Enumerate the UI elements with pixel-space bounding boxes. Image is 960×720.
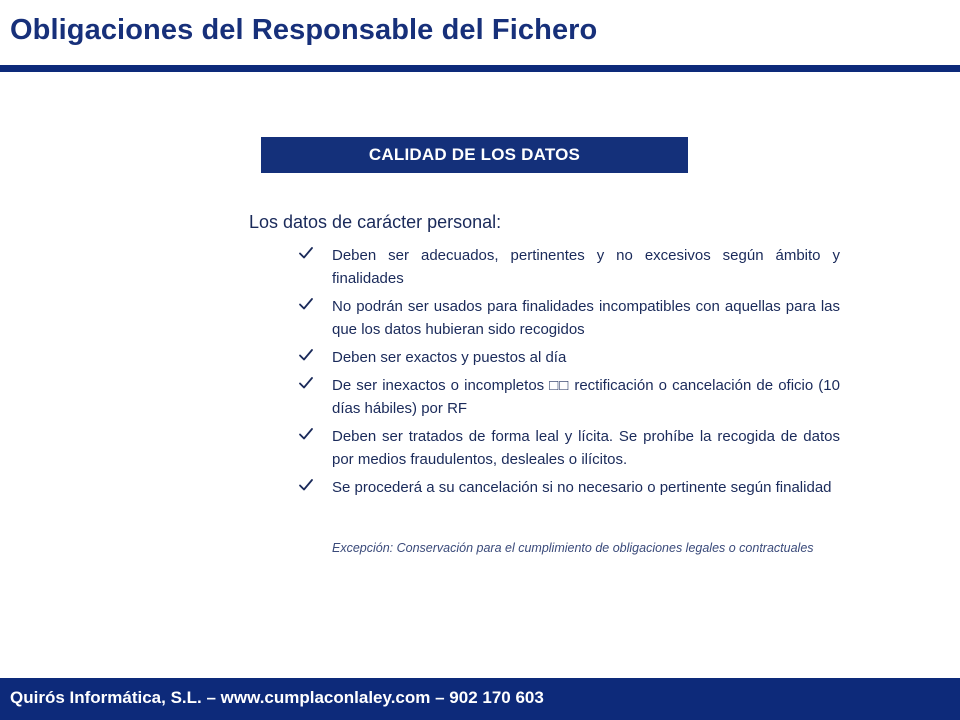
- section-heading: CALIDAD DE LOS DATOS: [261, 137, 688, 173]
- list-item-text: No podrán ser usados para finalidades incompatibles con aquellas para las que los datos hubieran sido recogidos: [332, 298, 840, 338]
- intro-text: Los datos de carácter personal:: [249, 212, 502, 232]
- list-item: [298, 425, 840, 471]
- checkmark-icon: [298, 347, 314, 363]
- list-item-text: De ser inexactos o incompletos □□ rectificación o cancelación de oficio (10 días hábiles) por RF: [332, 377, 840, 417]
- checkmark-icon: [298, 296, 314, 312]
- checkmark-icon: [298, 375, 314, 391]
- list-item-text: Se procederá a su cancelación si no necesario o pertinente según finalidad: [332, 479, 832, 496]
- checkmark-icon: [298, 245, 314, 261]
- exception-note: Excepción: Conservación para el cumplimiento de obligaciones legales o contractuales: [332, 541, 814, 555]
- list-item-text: Deben ser exactos y puestos al día: [332, 349, 567, 366]
- list-item-text: Deben ser adecuados, pertinentes y no excesivos según ámbito y finalidades: [332, 247, 840, 287]
- list-item: [298, 346, 840, 369]
- footer-text: Quirós Informática, S.L. – www.cumplaconlaley.com – 902 170 603: [10, 688, 544, 707]
- list-item: [298, 476, 840, 499]
- requirements-list: [298, 244, 840, 499]
- checkmark-icon: [298, 477, 314, 493]
- title-divider: [0, 65, 960, 72]
- checkmark-icon: [298, 426, 314, 442]
- list-item: [298, 295, 840, 341]
- list-item: [298, 244, 840, 290]
- list-item: [298, 374, 840, 420]
- list-item-text: Deben ser tratados de forma leal y lícita. Se prohíbe la recogida de datos por medios fraudulentos, desleales o ilícitos.: [332, 428, 840, 468]
- page-title: Obligaciones del Responsable del Fichero: [10, 14, 598, 46]
